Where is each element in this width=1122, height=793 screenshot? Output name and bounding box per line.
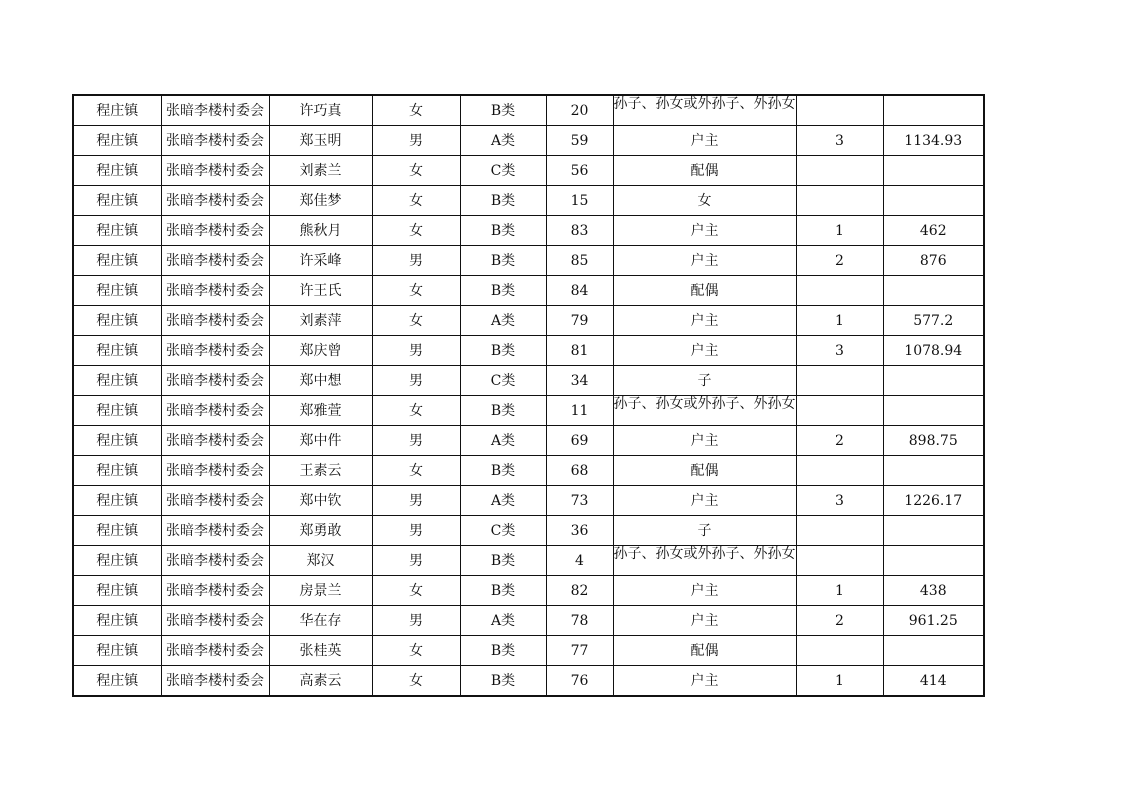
cell-town: 程庄镇: [73, 336, 161, 366]
cell-category: B类: [460, 546, 546, 576]
cell-name: 王素云: [269, 456, 372, 486]
cell-relation: 户主: [613, 606, 796, 636]
cell-age: 77: [546, 636, 613, 666]
cell-town: 程庄镇: [73, 546, 161, 576]
table-row: [73, 276, 984, 306]
cell-category: A类: [460, 606, 546, 636]
cell-category: B类: [460, 396, 546, 426]
cell-relation: 户主: [613, 246, 796, 276]
cell-age: 85: [546, 246, 613, 276]
table-row: [73, 126, 984, 156]
cell-gender: 男: [372, 486, 460, 516]
cell-village: 张暗李楼村委会: [161, 396, 269, 426]
cell-gender: 女: [372, 276, 460, 306]
cell-amount: [883, 546, 984, 576]
cell-name: 许王氏: [269, 276, 372, 306]
table-row: [73, 95, 984, 126]
cell-gender: 女: [372, 636, 460, 666]
cell-relation-text: 孙子、孙女或外孙子、外孙女: [613, 396, 796, 412]
cell-household-size: 2: [796, 426, 883, 456]
table-row: [73, 186, 984, 216]
cell-amount: 876: [883, 246, 984, 276]
cell-amount: [883, 456, 984, 486]
cell-town: 程庄镇: [73, 126, 161, 156]
cell-relation: 户主: [613, 126, 796, 156]
cell-amount: [883, 95, 984, 126]
cell-age: 79: [546, 306, 613, 336]
cell-age: 4: [546, 546, 613, 576]
cell-household-size: 1: [796, 666, 883, 697]
cell-name: 许采峰: [269, 246, 372, 276]
cell-household-size: [796, 366, 883, 396]
cell-household-size: [796, 276, 883, 306]
cell-category: B类: [460, 336, 546, 366]
cell-household-size: 2: [796, 246, 883, 276]
cell-town: 程庄镇: [73, 606, 161, 636]
cell-household-size: 1: [796, 576, 883, 606]
cell-household-size: 3: [796, 126, 883, 156]
cell-age: 15: [546, 186, 613, 216]
cell-town: 程庄镇: [73, 396, 161, 426]
cell-category: B类: [460, 456, 546, 486]
cell-name: 刘素萍: [269, 306, 372, 336]
table-row: [73, 636, 984, 666]
cell-household-size: [796, 186, 883, 216]
table-row: [73, 366, 984, 396]
cell-category: B类: [460, 246, 546, 276]
table-row: [73, 306, 984, 336]
cell-gender: 男: [372, 366, 460, 396]
cell-household-size: 3: [796, 336, 883, 366]
cell-gender: 男: [372, 426, 460, 456]
cell-name: 郑中钦: [269, 486, 372, 516]
cell-village: 张暗李楼村委会: [161, 426, 269, 456]
cell-gender: 女: [372, 306, 460, 336]
cell-gender: 女: [372, 156, 460, 186]
table-row: [73, 396, 984, 426]
table-row: [73, 426, 984, 456]
cell-category: C类: [460, 366, 546, 396]
cell-town: 程庄镇: [73, 486, 161, 516]
cell-relation-text: 孙子、孙女或外孙子、外孙女: [613, 96, 796, 112]
cell-village: 张暗李楼村委会: [161, 606, 269, 636]
cell-age: 11: [546, 396, 613, 426]
cell-name: 郑玉明: [269, 126, 372, 156]
cell-age: 56: [546, 156, 613, 186]
cell-town: 程庄镇: [73, 246, 161, 276]
cell-category: B类: [460, 636, 546, 666]
cell-category: A类: [460, 486, 546, 516]
cell-town: 程庄镇: [73, 426, 161, 456]
table-row: [73, 156, 984, 186]
cell-village: 张暗李楼村委会: [161, 456, 269, 486]
cell-amount: [883, 276, 984, 306]
cell-gender: 女: [372, 186, 460, 216]
cell-relation: 户主: [613, 216, 796, 246]
cell-amount: [883, 396, 984, 426]
cell-name: 郑雅萱: [269, 396, 372, 426]
cell-town: 程庄镇: [73, 666, 161, 697]
cell-gender: 女: [372, 95, 460, 126]
cell-category: B类: [460, 95, 546, 126]
cell-village: 张暗李楼村委会: [161, 366, 269, 396]
cell-amount: [883, 636, 984, 666]
cell-amount: 462: [883, 216, 984, 246]
cell-name: 郑汉: [269, 546, 372, 576]
cell-village: 张暗李楼村委会: [161, 306, 269, 336]
cell-category: B类: [460, 666, 546, 697]
cell-town: 程庄镇: [73, 636, 161, 666]
cell-household-size: 3: [796, 486, 883, 516]
cell-age: 78: [546, 606, 613, 636]
cell-gender: 女: [372, 216, 460, 246]
cell-relation: 户主: [613, 426, 796, 456]
cell-village: 张暗李楼村委会: [161, 516, 269, 546]
table-body: [73, 95, 984, 696]
cell-amount: [883, 186, 984, 216]
cell-household-size: [796, 516, 883, 546]
cell-category: A类: [460, 306, 546, 336]
cell-gender: 女: [372, 396, 460, 426]
cell-town: 程庄镇: [73, 516, 161, 546]
cell-relation: 户主: [613, 576, 796, 606]
cell-name: 熊秋月: [269, 216, 372, 246]
cell-household-size: 1: [796, 216, 883, 246]
cell-village: 张暗李楼村委会: [161, 126, 269, 156]
cell-household-size: [796, 95, 883, 126]
cell-relation: 户主: [613, 666, 796, 697]
cell-name: 郑勇敢: [269, 516, 372, 546]
cell-category: A类: [460, 426, 546, 456]
cell-name: 郑中想: [269, 366, 372, 396]
cell-relation: 女: [613, 186, 796, 216]
cell-amount: 1134.93: [883, 126, 984, 156]
table-row: [73, 336, 984, 366]
cell-age: 36: [546, 516, 613, 546]
table-row: [73, 456, 984, 486]
cell-relation: [613, 95, 796, 126]
cell-village: 张暗李楼村委会: [161, 246, 269, 276]
cell-name: 郑庆曾: [269, 336, 372, 366]
cell-name: 许巧真: [269, 95, 372, 126]
table-row: [73, 666, 984, 697]
cell-relation: 子: [613, 366, 796, 396]
cell-household-size: 1: [796, 306, 883, 336]
cell-name: 张桂英: [269, 636, 372, 666]
cell-category: B类: [460, 576, 546, 606]
cell-amount: [883, 516, 984, 546]
cell-town: 程庄镇: [73, 276, 161, 306]
cell-town: 程庄镇: [73, 366, 161, 396]
cell-age: 34: [546, 366, 613, 396]
cell-relation: 户主: [613, 486, 796, 516]
cell-village: 张暗李楼村委会: [161, 546, 269, 576]
cell-amount: 577.2: [883, 306, 984, 336]
cell-age: 20: [546, 95, 613, 126]
cell-name: 郑中件: [269, 426, 372, 456]
cell-gender: 女: [372, 456, 460, 486]
cell-town: 程庄镇: [73, 456, 161, 486]
table-row: [73, 576, 984, 606]
cell-village: 张暗李楼村委会: [161, 576, 269, 606]
cell-relation: [613, 546, 796, 576]
cell-gender: 男: [372, 606, 460, 636]
cell-relation: 配偶: [613, 636, 796, 666]
table-row: [73, 546, 984, 576]
cell-age: 68: [546, 456, 613, 486]
cell-village: 张暗李楼村委会: [161, 486, 269, 516]
cell-village: 张暗李楼村委会: [161, 216, 269, 246]
cell-amount: 1226.17: [883, 486, 984, 516]
cell-household-size: [796, 156, 883, 186]
cell-name: 郑佳梦: [269, 186, 372, 216]
cell-village: 张暗李楼村委会: [161, 636, 269, 666]
cell-category: B类: [460, 186, 546, 216]
cell-gender: 男: [372, 516, 460, 546]
cell-amount: [883, 156, 984, 186]
cell-household-size: 2: [796, 606, 883, 636]
cell-village: 张暗李楼村委会: [161, 336, 269, 366]
cell-household-size: [796, 456, 883, 486]
cell-village: 张暗李楼村委会: [161, 186, 269, 216]
cell-age: 69: [546, 426, 613, 456]
cell-relation: [613, 396, 796, 426]
cell-town: 程庄镇: [73, 306, 161, 336]
cell-relation: 子: [613, 516, 796, 546]
cell-age: 81: [546, 336, 613, 366]
cell-relation: 配偶: [613, 276, 796, 306]
cell-name: 房景兰: [269, 576, 372, 606]
cell-name: 华在存: [269, 606, 372, 636]
cell-amount: 1078.94: [883, 336, 984, 366]
table-row: [73, 606, 984, 636]
data-table: [72, 94, 985, 697]
cell-age: 59: [546, 126, 613, 156]
cell-age: 83: [546, 216, 613, 246]
cell-relation: 配偶: [613, 156, 796, 186]
cell-name: 刘素兰: [269, 156, 372, 186]
cell-amount: 438: [883, 576, 984, 606]
cell-category: C类: [460, 516, 546, 546]
table-row: [73, 486, 984, 516]
cell-relation: 户主: [613, 336, 796, 366]
cell-gender: 男: [372, 246, 460, 276]
cell-age: 76: [546, 666, 613, 697]
cell-relation: 户主: [613, 306, 796, 336]
cell-amount: [883, 366, 984, 396]
cell-relation-text: 孙子、孙女或外孙子、外孙女: [613, 546, 796, 562]
table-row: [73, 246, 984, 276]
cell-household-size: [796, 546, 883, 576]
cell-town: 程庄镇: [73, 156, 161, 186]
table-row: [73, 516, 984, 546]
cell-relation: 配偶: [613, 456, 796, 486]
cell-amount: 961.25: [883, 606, 984, 636]
cell-amount: 414: [883, 666, 984, 697]
cell-age: 82: [546, 576, 613, 606]
cell-category: C类: [460, 156, 546, 186]
cell-town: 程庄镇: [73, 216, 161, 246]
cell-amount: 898.75: [883, 426, 984, 456]
cell-age: 73: [546, 486, 613, 516]
cell-gender: 男: [372, 336, 460, 366]
cell-village: 张暗李楼村委会: [161, 95, 269, 126]
cell-age: 84: [546, 276, 613, 306]
cell-town: 程庄镇: [73, 95, 161, 126]
cell-gender: 女: [372, 576, 460, 606]
cell-gender: 男: [372, 126, 460, 156]
cell-town: 程庄镇: [73, 186, 161, 216]
cell-category: B类: [460, 216, 546, 246]
cell-gender: 男: [372, 546, 460, 576]
cell-category: A类: [460, 126, 546, 156]
cell-village: 张暗李楼村委会: [161, 276, 269, 306]
cell-village: 张暗李楼村委会: [161, 156, 269, 186]
cell-gender: 女: [372, 666, 460, 697]
cell-town: 程庄镇: [73, 576, 161, 606]
cell-household-size: [796, 636, 883, 666]
cell-name: 高素云: [269, 666, 372, 697]
table-row: [73, 216, 984, 246]
cell-village: 张暗李楼村委会: [161, 666, 269, 697]
cell-category: B类: [460, 276, 546, 306]
cell-household-size: [796, 396, 883, 426]
